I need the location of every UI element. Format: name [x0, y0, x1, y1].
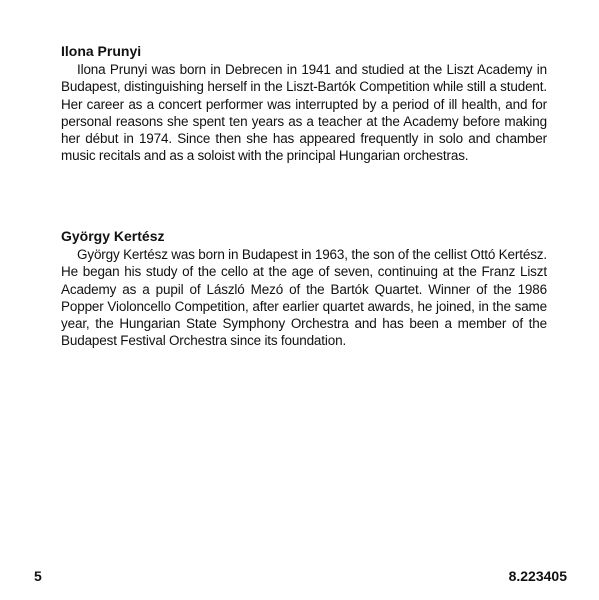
bio-paragraph: György Kertész was born in Budapest in 1963, the son of the cellist Ottó Kertész. He began his study of the cello at the age of seven, continuing at the Franz Liszt Academy as a pupil of László Mezó of the Bartók Quartet. Winner of the 1986 Popper Violoncello Competition, after earlier quartet awards, he joined, in the same year, the Hungarian State Symphony Orchestra and has been a member of the Budapest Festival Orchestra since its foundation. [61, 247, 547, 349]
bio-section-gyorgy-kertesz [61, 227, 547, 350]
page-number: 5 [34, 568, 42, 584]
catalog-number: 8.223405 [508, 568, 567, 584]
bio-section-ilona-prunyi [61, 42, 547, 165]
bio-heading: György Kertész [61, 228, 165, 244]
bio-heading: Ilona Prunyi [61, 43, 142, 59]
bio-paragraph: Ilona Prunyi was born in Debrecen in 1941 and studied at the Liszt Academy in Budapest, distinguishing herself in the Liszt-Bartók Competition while still a student. Her career as a concert performer was interrupted by a period of ill health, and for personal reasons she spent ten years as a teacher at the Academy before making her début in 1974. Since then she has appeared frequently in solo and chamber music recitals and as a soloist with the principal Hungarian orchestras. [61, 62, 547, 164]
